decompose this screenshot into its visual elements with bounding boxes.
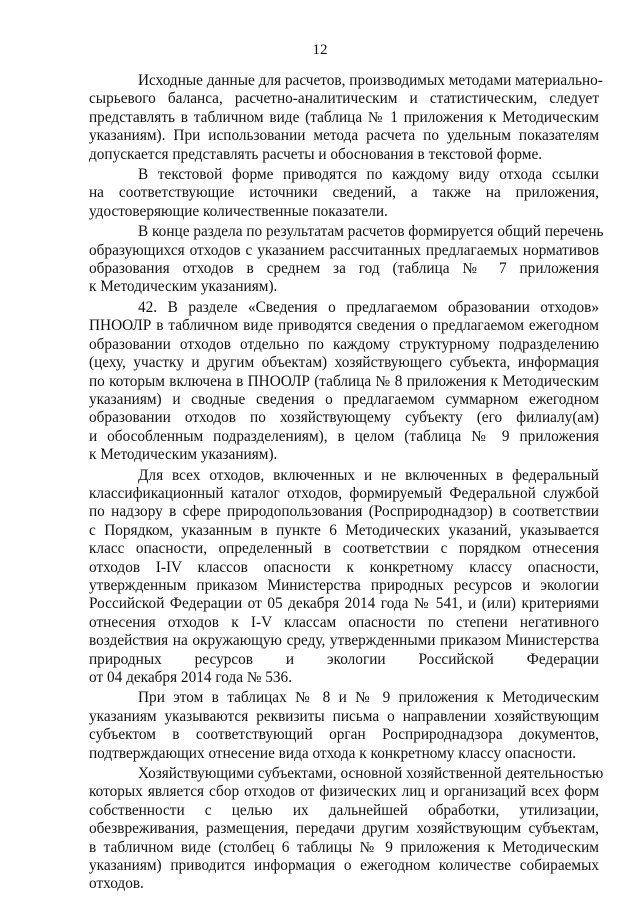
paragraph	[89, 223, 604, 297]
text-line: утвержденным приказом Министерства природных ресурсов и экологии	[89, 576, 599, 594]
text-line: допускается представлять расчеты и обоснования в текстовой форме.	[89, 145, 543, 163]
paragraph	[89, 72, 603, 164]
text-line: образующихся отходов с указанием рассчитанных предлагаемых нормативов	[89, 241, 599, 259]
text-line: Для всех отходов, включенных и не включенных в федеральный	[138, 466, 599, 484]
text-line: отнесения отходов к I-V классам опасности по степени негативного	[89, 613, 599, 631]
text-line: к Методическим указаниям).	[89, 278, 278, 296]
paragraph	[89, 765, 604, 894]
text-line: субъектом в соответствующий орган Росприроднадзора документов,	[89, 726, 599, 744]
text-line: указаниям) и сводные сведения о предлагаемом суммарном ежегодном	[89, 390, 599, 408]
text-line: воздействия на окружающую среду, утвержденными приказом Министерства	[89, 632, 599, 650]
text-line: в табличном виде (столбец 6 таблицы № 9 приложения к Методическим	[89, 838, 599, 856]
text-line: указаниям) приводится информация о ежегодном количестве собираемых	[89, 857, 599, 875]
paragraph	[89, 166, 599, 221]
text-line: собственности с целью их дальнейшей обработки, утилизации,	[89, 801, 599, 819]
text-line: ПНООЛР в табличном виде приводятся сведения о предлагаемом ежегодном	[89, 317, 599, 335]
text-line: (цеху, участку и другим объектам) хозяйствующего субъекта, информация	[89, 354, 599, 372]
text-line: отходов.	[89, 875, 144, 893]
text-line: природных ресурсов и экологии Российской Федерации	[89, 650, 599, 668]
text-line: удостоверяющие количественные показатели.	[89, 202, 388, 220]
paragraph	[89, 467, 599, 688]
text-line: и обособленным подразделениям), в целом (таблица № 9 приложения	[89, 427, 599, 445]
document-body	[89, 72, 604, 896]
text-line: представлять в табличном виде (таблица № 1 приложения к Методическим	[89, 108, 599, 126]
text-line: В конце раздела по результатам расчетов формируется общий перечень	[138, 223, 604, 241]
text-line: обезвреживания, размещения, передачи другим хозяйствующим субъектам,	[89, 820, 599, 838]
text-line: на соответствующие источники сведений, а также на приложения,	[89, 184, 599, 202]
paragraph	[89, 299, 599, 465]
text-line: При этом в таблицах № 8 и № 9 приложения к Методическим	[138, 689, 599, 707]
text-line: образовании отходов по хозяйствующему субъекту (его филиалу(ам)	[89, 409, 599, 427]
text-line: Хозяйствующими субъектами, основной хозяйственной деятельностью	[138, 765, 604, 783]
text-line: отходов I-IV классов опасности к конкретному классу опасности,	[89, 558, 599, 576]
text-line: класс опасности, определенный в соответствии с порядком отнесения	[89, 540, 599, 558]
text-line: к Методическим указаниям).	[89, 446, 278, 464]
text-line: Исходные данные для расчетов, производимых методами материально-	[138, 72, 603, 89]
text-line: сырьевого баланса, расчетно-аналитическим и статистическим, следует	[89, 90, 599, 108]
text-line: 42. В разделе «Сведения о предлагаемом образовании отходов»	[138, 298, 599, 316]
text-line: классификационный каталог отходов, формируемый Федеральной службой	[89, 484, 599, 502]
text-line: по надзору в сфере природопользования (Росприроднадзор) в соответствии	[89, 503, 599, 521]
text-line: образования отходов в среднем за год (таблица № 7 приложения	[89, 260, 599, 278]
text-line: указаниям). При использовании метода расчета по удельным показателям	[89, 127, 599, 145]
text-line: В текстовой форме приводятся по каждому виду отхода ссылки	[138, 166, 599, 184]
text-line: указаниям указываются реквизиты письма о направлении хозяйствующим	[89, 707, 599, 725]
text-line: подтверждающих отнесение вида отхода к конкретному классу опасности.	[89, 744, 577, 762]
text-line: с Порядком, указанным в пункте 6 Методических указаний, указывается	[89, 521, 599, 539]
text-line: которых является сбор отходов от физических лиц и организаций всех форм	[89, 783, 599, 801]
text-line: от 04 декабря 2014 года № 536.	[89, 669, 293, 686]
text-line: по которым включена в ПНООЛР (таблица № 8 приложения к Методическим	[89, 372, 599, 390]
page-number: 12	[312, 42, 328, 58]
text-line: образовании отходов отдельно по каждому структурному подразделению	[89, 335, 599, 353]
paragraph	[89, 689, 599, 763]
text-line: Российской Федерации от 05 декабря 2014 года № 541, и (или) критериями	[89, 595, 599, 613]
